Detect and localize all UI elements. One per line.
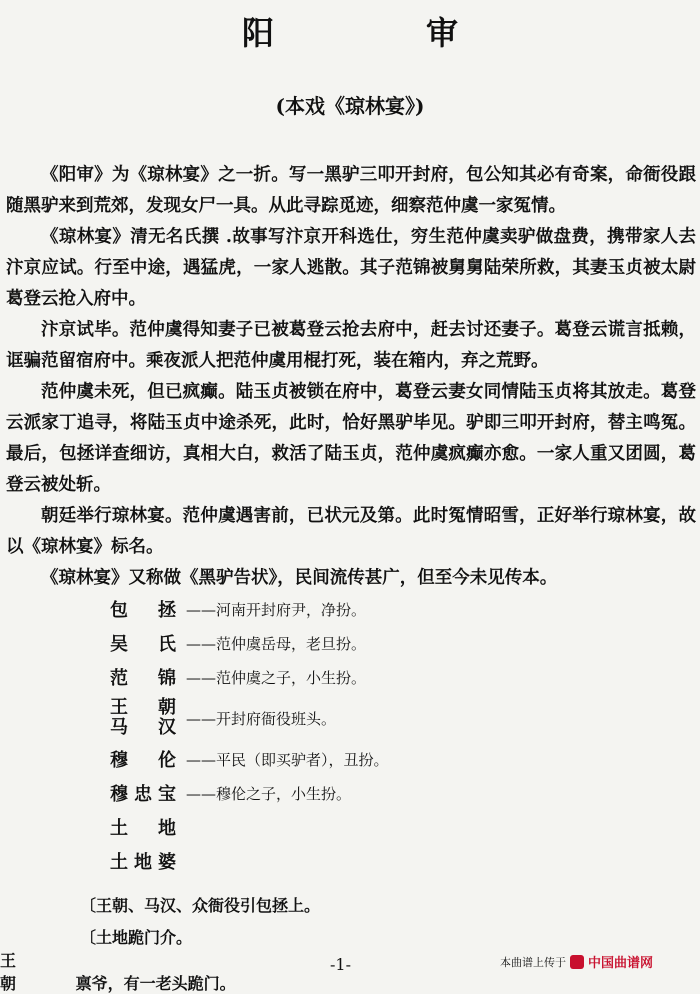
paragraph: 朝廷举行琼林宴。范仲虞遇害前，已状元及第。此时冤情昭雪，正好举行琼林宴，故以《琼林宴》标名。	[6, 506, 696, 557]
cast-name: 吴 氏	[110, 634, 182, 655]
cast-name: 包 拯	[110, 600, 182, 621]
cast-desc: ——河南开封府尹，净扮。	[186, 600, 367, 619]
subtitle: (本戏《琼林宴》)	[275, 94, 425, 118]
paragraph: 范仲虞未死，但已疯癫。陆玉贞被锁在府中，葛登云妻女同情陆玉贞将其放走。葛登云派家丁追寻，将陆玉贞中途杀死，此时，恰好黑驴毕见。驴即三叩开封府，替主鸣冤。最后，包拯详查细访，真相大白，救活了陆玉贞，范仲虞疯癫亦愈。一家人重又团圆，葛登云被处斩。	[6, 382, 696, 495]
cast-row	[110, 848, 610, 874]
cast-row	[110, 664, 610, 690]
cast-name: 土 地	[110, 818, 182, 839]
footer-prefix: 本曲谱上传于	[500, 955, 566, 969]
cast-name: 穆 伦	[110, 750, 182, 771]
dialogue-text: 禀爷，有一老头跪门。	[75, 974, 236, 993]
cast-desc: ——开封府衙役班头。	[186, 709, 337, 728]
page-number: -1-	[330, 955, 351, 974]
cast-desc: ——范仲虞岳母，老旦扮。	[186, 634, 367, 653]
cast-row	[110, 698, 610, 738]
footer-watermark	[500, 952, 653, 971]
cast-row	[110, 780, 610, 806]
paragraph: 《琼林宴》又称做《黑驴告状》，民间流传甚广，但至今未见传本。	[41, 568, 558, 588]
cast-list	[110, 596, 610, 882]
dialogue-line	[0, 948, 236, 994]
cast-row	[110, 630, 610, 656]
paragraph: 汴京试毕。范仲虞得知妻子已被葛登云抢去府中，赶去讨还妻子。葛登云谎言抵赖，诓骗范留宿府中。乘夜派人把范仲虞用棍打死，装在箱内，弃之荒野。	[6, 320, 696, 371]
cast-name: 王 朝 马 汉	[110, 697, 182, 738]
cast-row	[110, 746, 610, 772]
speaker: 王 朝	[0, 951, 69, 993]
stage-direction: 〔王朝、马汉、众衙役引包拯上。	[80, 896, 321, 915]
cast-name: 范 锦	[110, 668, 182, 689]
introduction	[6, 160, 696, 594]
cast-desc: ——穆伦之子，小生扮。	[186, 784, 352, 803]
cast-desc: ——范仲虞之子，小生扮。	[186, 668, 367, 687]
cast-name: 穆忠宝	[110, 784, 182, 805]
cast-name: 土地婆	[110, 852, 182, 873]
cast-desc: ——平民（即买驴者），丑扮。	[186, 750, 389, 769]
stage-direction: 〔土地跪门介。	[80, 928, 193, 947]
page-title: 阳 审	[241, 14, 518, 52]
paragraph: 《琼林宴》清无名氏撰 .故事写汴京开科选仕，穷生范仲虞卖驴做盘费，携带家人去汴京应试。行至中途，遇猛虎，一家人逃散。其子范锦被舅舅陆荣所救，其妻玉贞被太尉葛登云抢入府中。	[6, 227, 696, 309]
cast-row	[110, 814, 610, 840]
site-logo-icon	[570, 955, 584, 969]
paragraph: 《阳审》为《琼林宴》之一折。写一黑驴三叩开封府，包公知其必有奇案，命衙役跟随黑驴来到荒郊，发现女尸一具。从此寻踪觅迹，细察范仲虞一家冤情。	[6, 165, 696, 216]
footer-site: 中国曲谱网	[588, 956, 654, 971]
cast-row	[110, 596, 610, 622]
